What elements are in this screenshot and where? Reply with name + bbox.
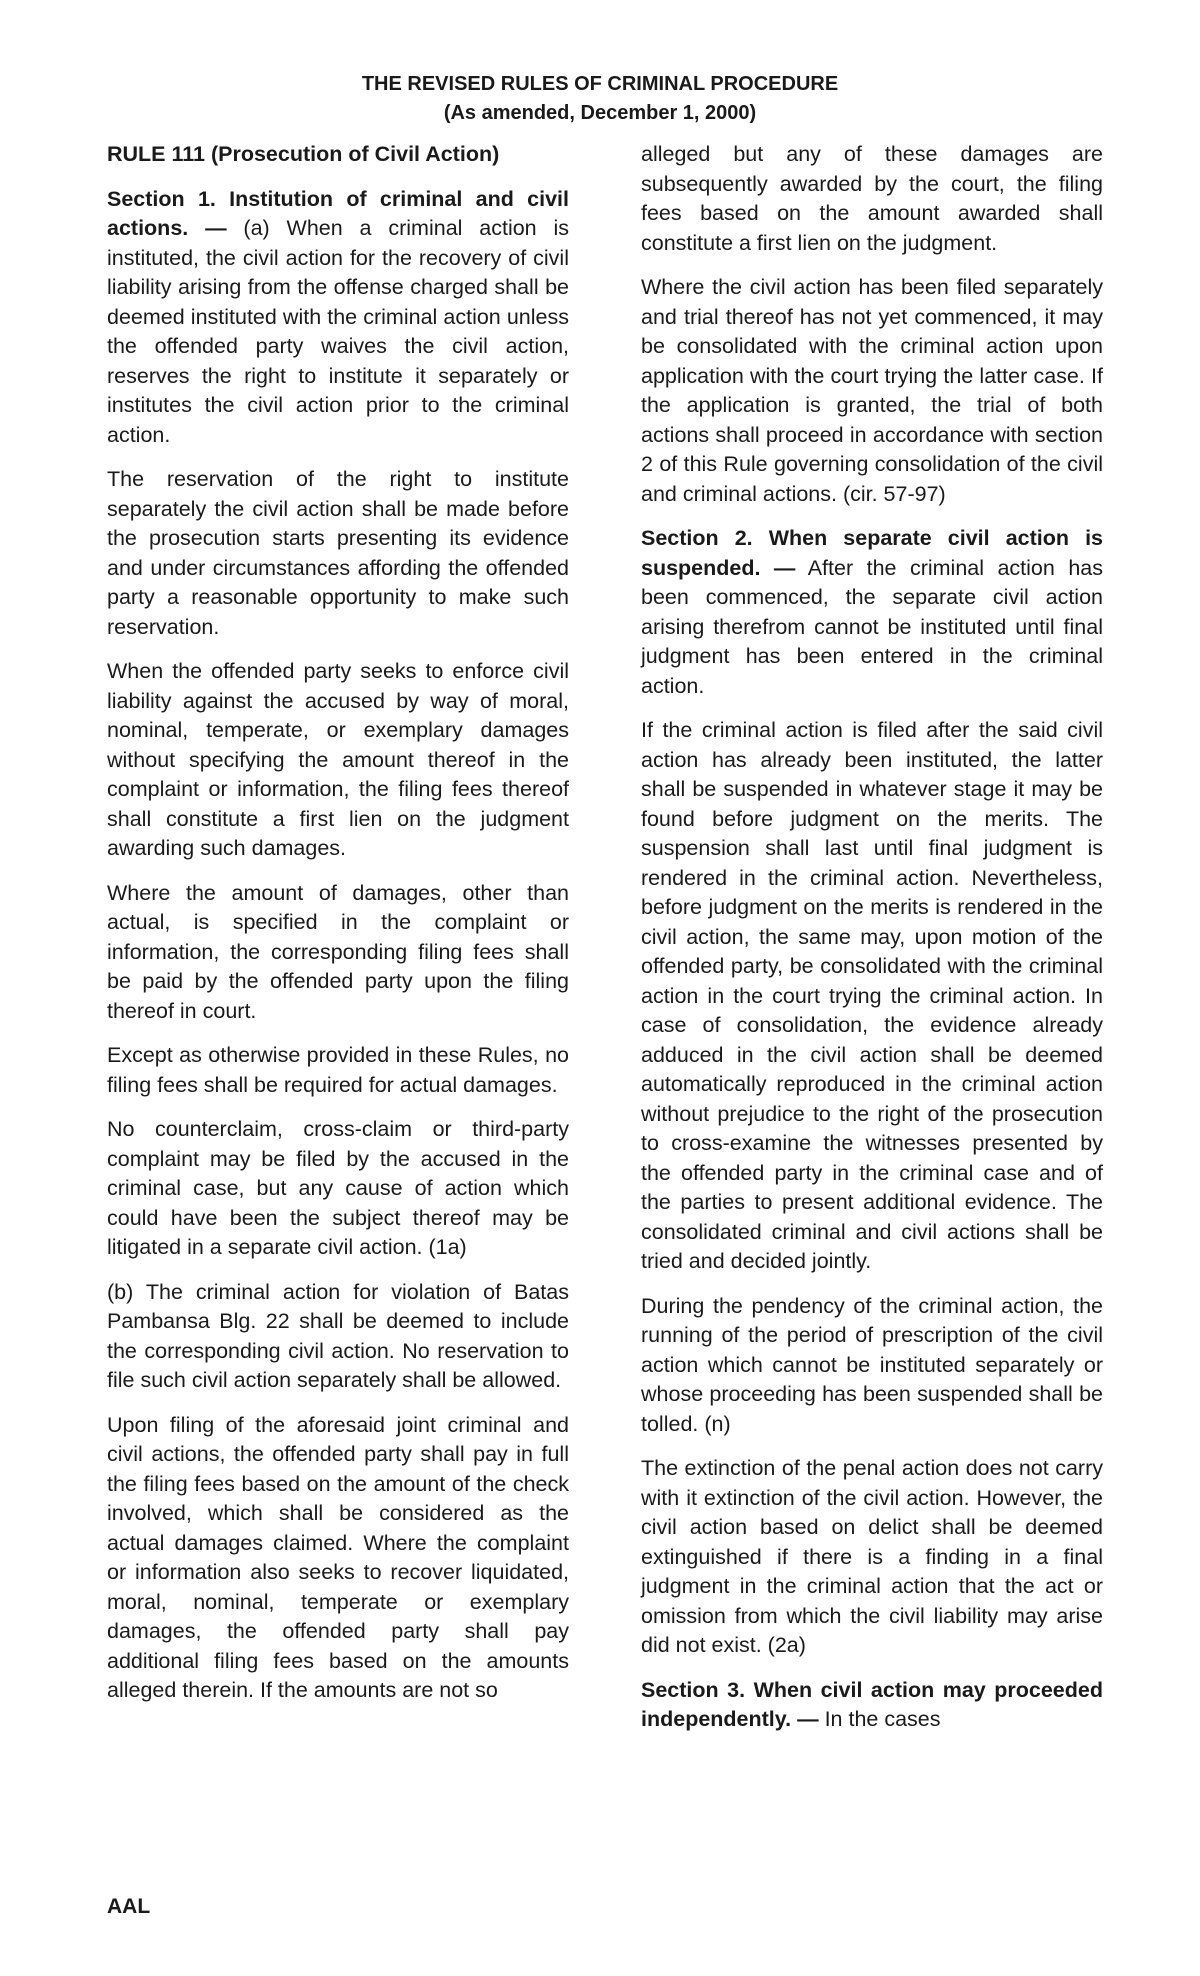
section-2-heading: Section 2. When separate civil action is suspended. — — [641, 526, 1103, 580]
section-3-heading: Section 3. When civil action may proceeded independently. — — [641, 1677, 1103, 1731]
section-3-paragraph — [641, 1676, 1103, 1735]
paragraph-joint-actions: Upon filing of the aforesaid joint criminal and civil actions, the offended party shall pay in full the filing fees based on the amount of the check involved, which shall be considered as the actual damages claimed. Where the complaint or information also seeks to recover liquidated, moral, nominal, temperate or exemplary damages, the offended party shall pay additional filing fees based on the amounts alleged therein. If the amounts are not so — [107, 1412, 569, 1702]
paragraph-consolidation: Where the civil action has been filed separately and trial thereof has not yet commenced, it may be consolidated with the criminal action upon application with the court trying the latter case. If the application is granted, the trial of both actions shall proceed in accordance with section 2 of this Rule governing consolidation of the civil and criminal actions. (cir. 57-97) — [641, 275, 1103, 506]
page-footer: AAL — [107, 1895, 151, 1918]
paragraph-reservation: The reservation of the right to institute separately the civil action shall be made before the prosecution starts presenting its evidence and under circumstances affording the offended party a reasonable opportunity to make such reservation. — [107, 467, 569, 639]
paragraph-filing-fees: Where the amount of damages, other than actual, is specified in the complaint or information, the corresponding filing fees shall be paid by the offended party upon the filing thereof in court. — [107, 880, 569, 1023]
paragraph-damages-lien: When the offended party seeks to enforce civil liability against the accused by way of moral, nominal, temperate, or exemplary damages without specifying the amount thereof in the complaint or information, the filing fees thereof shall constitute a first lien on the judgment awarding such damages. — [107, 659, 569, 860]
section-1-paragraph — [107, 185, 569, 451]
section-2-text: After the criminal action has been commenced, the separate civil action arising therefrom cannot be instituted until final judgment has been entered in the criminal action. — [641, 555, 1103, 698]
section-1-text: (a) When a criminal action is instituted, the civil action for the recovery of civil liability arising from the offense charged shall be deemed instituted with the criminal action unless the offended party waives the civil action, reserves the right to institute it separately or institutes the civil action prior to the criminal action. — [107, 216, 570, 447]
paragraph-counterclaim: No counterclaim, cross-claim or third-party complaint may be filed by the accused in the criminal case, but any cause of action which could have been the subject thereof may be litigated in a separate civil action. (1a) — [107, 1117, 569, 1259]
paragraph-extinction: The extinction of the penal action does not carry with it extinction of the civil action. However, the civil action based on delict shall be deemed extinguished if there is a finding in a final judgment in the criminal action that the act or omission from which the civil liability may arise did not exist. (2a) — [641, 1456, 1103, 1657]
section-2-paragraph — [641, 524, 1103, 701]
left-column — [107, 140, 569, 1721]
paragraph-continued: alleged but any of these damages are subsequently awarded by the court, the filing fees based on the amount awarded shall constitute a first lien on the judgment. — [641, 142, 1103, 255]
section-3-text: In the cases — [818, 1707, 941, 1731]
document-title: THE REVISED RULES OF CRIMINAL PROCEDURE — [361, 73, 839, 95]
paragraph-bp22: (b) The criminal action for violation of Batas Pambansa Blg. 22 shall be deemed to include the corresponding civil action. No reservation to file such civil action separately shall be allowed. — [107, 1279, 569, 1392]
rule-title: RULE 111 (Prosecution of Civil Action) — [107, 142, 500, 166]
paragraph-prescription: During the pendency of the criminal action, the running of the period of prescription of the civil action which cannot be instituted separately or whose proceeding has been suspended shall be tolled. (n) — [641, 1293, 1103, 1436]
paragraph-actual-damages: Except as otherwise provided in these Rules, no filing fees shall be required for actual damages. — [107, 1043, 569, 1097]
right-column — [641, 140, 1103, 1750]
paragraph-suspension: If the criminal action is filed after the said civil action has already been instituted, the latter shall be suspended in whatever stage it may be found before judgment on the merits. The suspension shall last until final judgment is rendered in the criminal action. Nevertheless, before judgment on the merits is rendered in the civil action, the same may, upon motion of the offended party, be consolidated with the criminal action in the court trying the criminal action. In case of consolidation, the evidence already adduced in the civil action shall be deemed automatically reproduced in the criminal action without prejudice to the right of the prosecution to cross-examine the witnesses presented by the offended party in the criminal case and of the parties to present additional evidence. The consolidated criminal and civil actions shall be tried and decided jointly. — [641, 718, 1103, 1273]
document-subtitle: (As amended, December 1, 2000) — [443, 102, 757, 124]
page-header — [0, 70, 1200, 128]
section-1-heading: Section 1. Institution of criminal and civil actions. — — [107, 186, 569, 240]
